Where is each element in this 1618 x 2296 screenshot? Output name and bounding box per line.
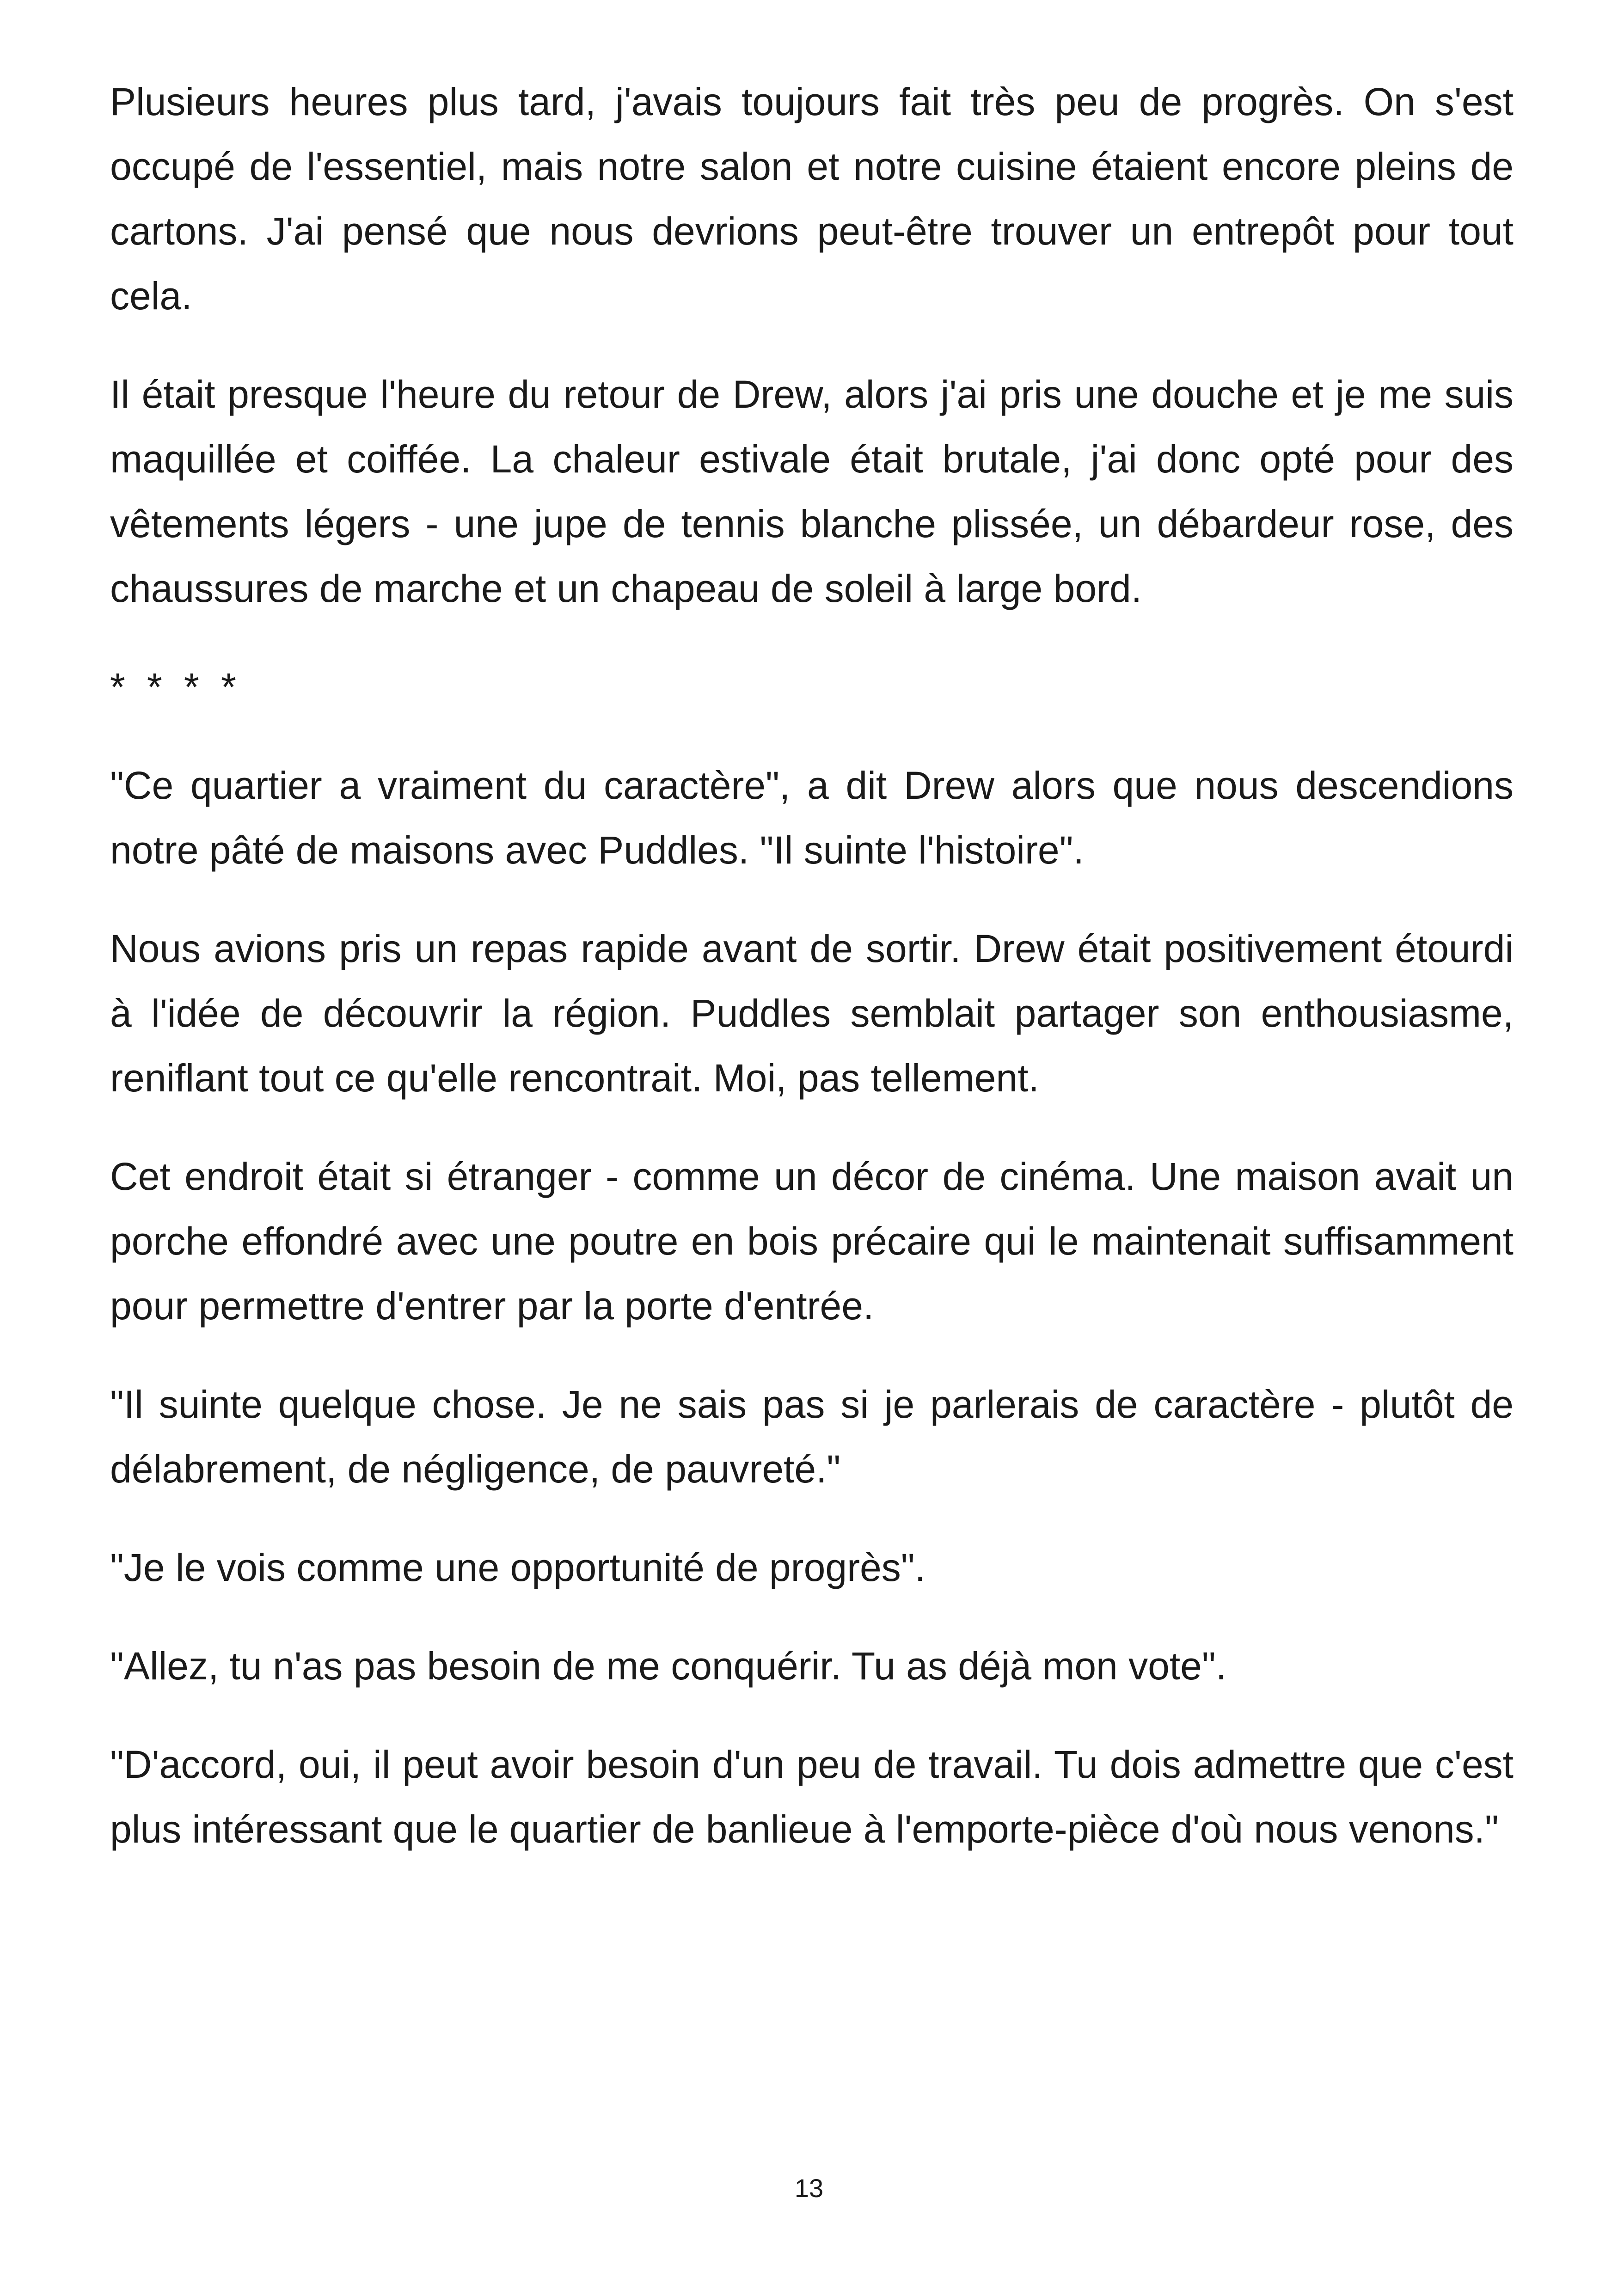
paragraph: Il était presque l'heure du retour de Drew, alors j'ai pris une douche et je me suis maquillée et coiffée. La chaleur estivale était brutale, j'ai donc opté pour des vêtements légers - une jupe de tennis blanche plissée, un débardeur rose, des chaussures de marche et un chapeau de soleil à large bord.: [110, 373, 1514, 610]
page-number: 13: [794, 2174, 824, 2203]
paragraph: "Il suinte quelque chose. Je ne sais pas si je parlerais de caractère - plutôt de délabrement, de négligence, de pauvreté.": [110, 1383, 1514, 1491]
paragraph: Cet endroit était si étranger - comme un décor de cinéma. Une maison avait un porche effondré avec une poutre en bois précaire qui le maintenait suffisamment pour permettre d'entrer par la porte d'entrée.: [110, 1155, 1514, 1328]
paragraph: "Allez, tu n'as pas besoin de me conquérir. Tu as déjà mon vote".: [110, 1644, 1227, 1688]
page-body: [110, 69, 1514, 1895]
paragraph: Nous avions pris un repas rapide avant de sortir. Drew était positivement étourdi à l'idée de découvrir la région. Puddles semblait partager son enthousiasme, reniflant tout ce qu'elle rencontrait. Moi, pas tellement.: [110, 927, 1514, 1100]
paragraph: Plusieurs heures plus tard, j'avais toujours fait très peu de progrès. On s'est occupé de l'essentiel, mais notre salon et notre cuisine étaient encore pleins de cartons. J'ai pensé que nous devrions peut-être trouver un entrepôt pour tout cela.: [110, 80, 1514, 318]
paragraph: "Ce quartier a vraiment du caractère", a dit Drew alors que nous descendions notre pâté de maisons avec Puddles. "Il suinte l'histoire".: [110, 764, 1514, 872]
scene-break: * * * *: [110, 665, 242, 709]
paragraph: "Je le vois comme une opportunité de progrès".: [110, 1546, 925, 1589]
paragraph: "D'accord, oui, il peut avoir besoin d'un peu de travail. Tu dois admettre que c'est plus intéressant que le quartier de banlieue à l'emporte-pièce d'où nous venons.": [110, 1743, 1514, 1851]
